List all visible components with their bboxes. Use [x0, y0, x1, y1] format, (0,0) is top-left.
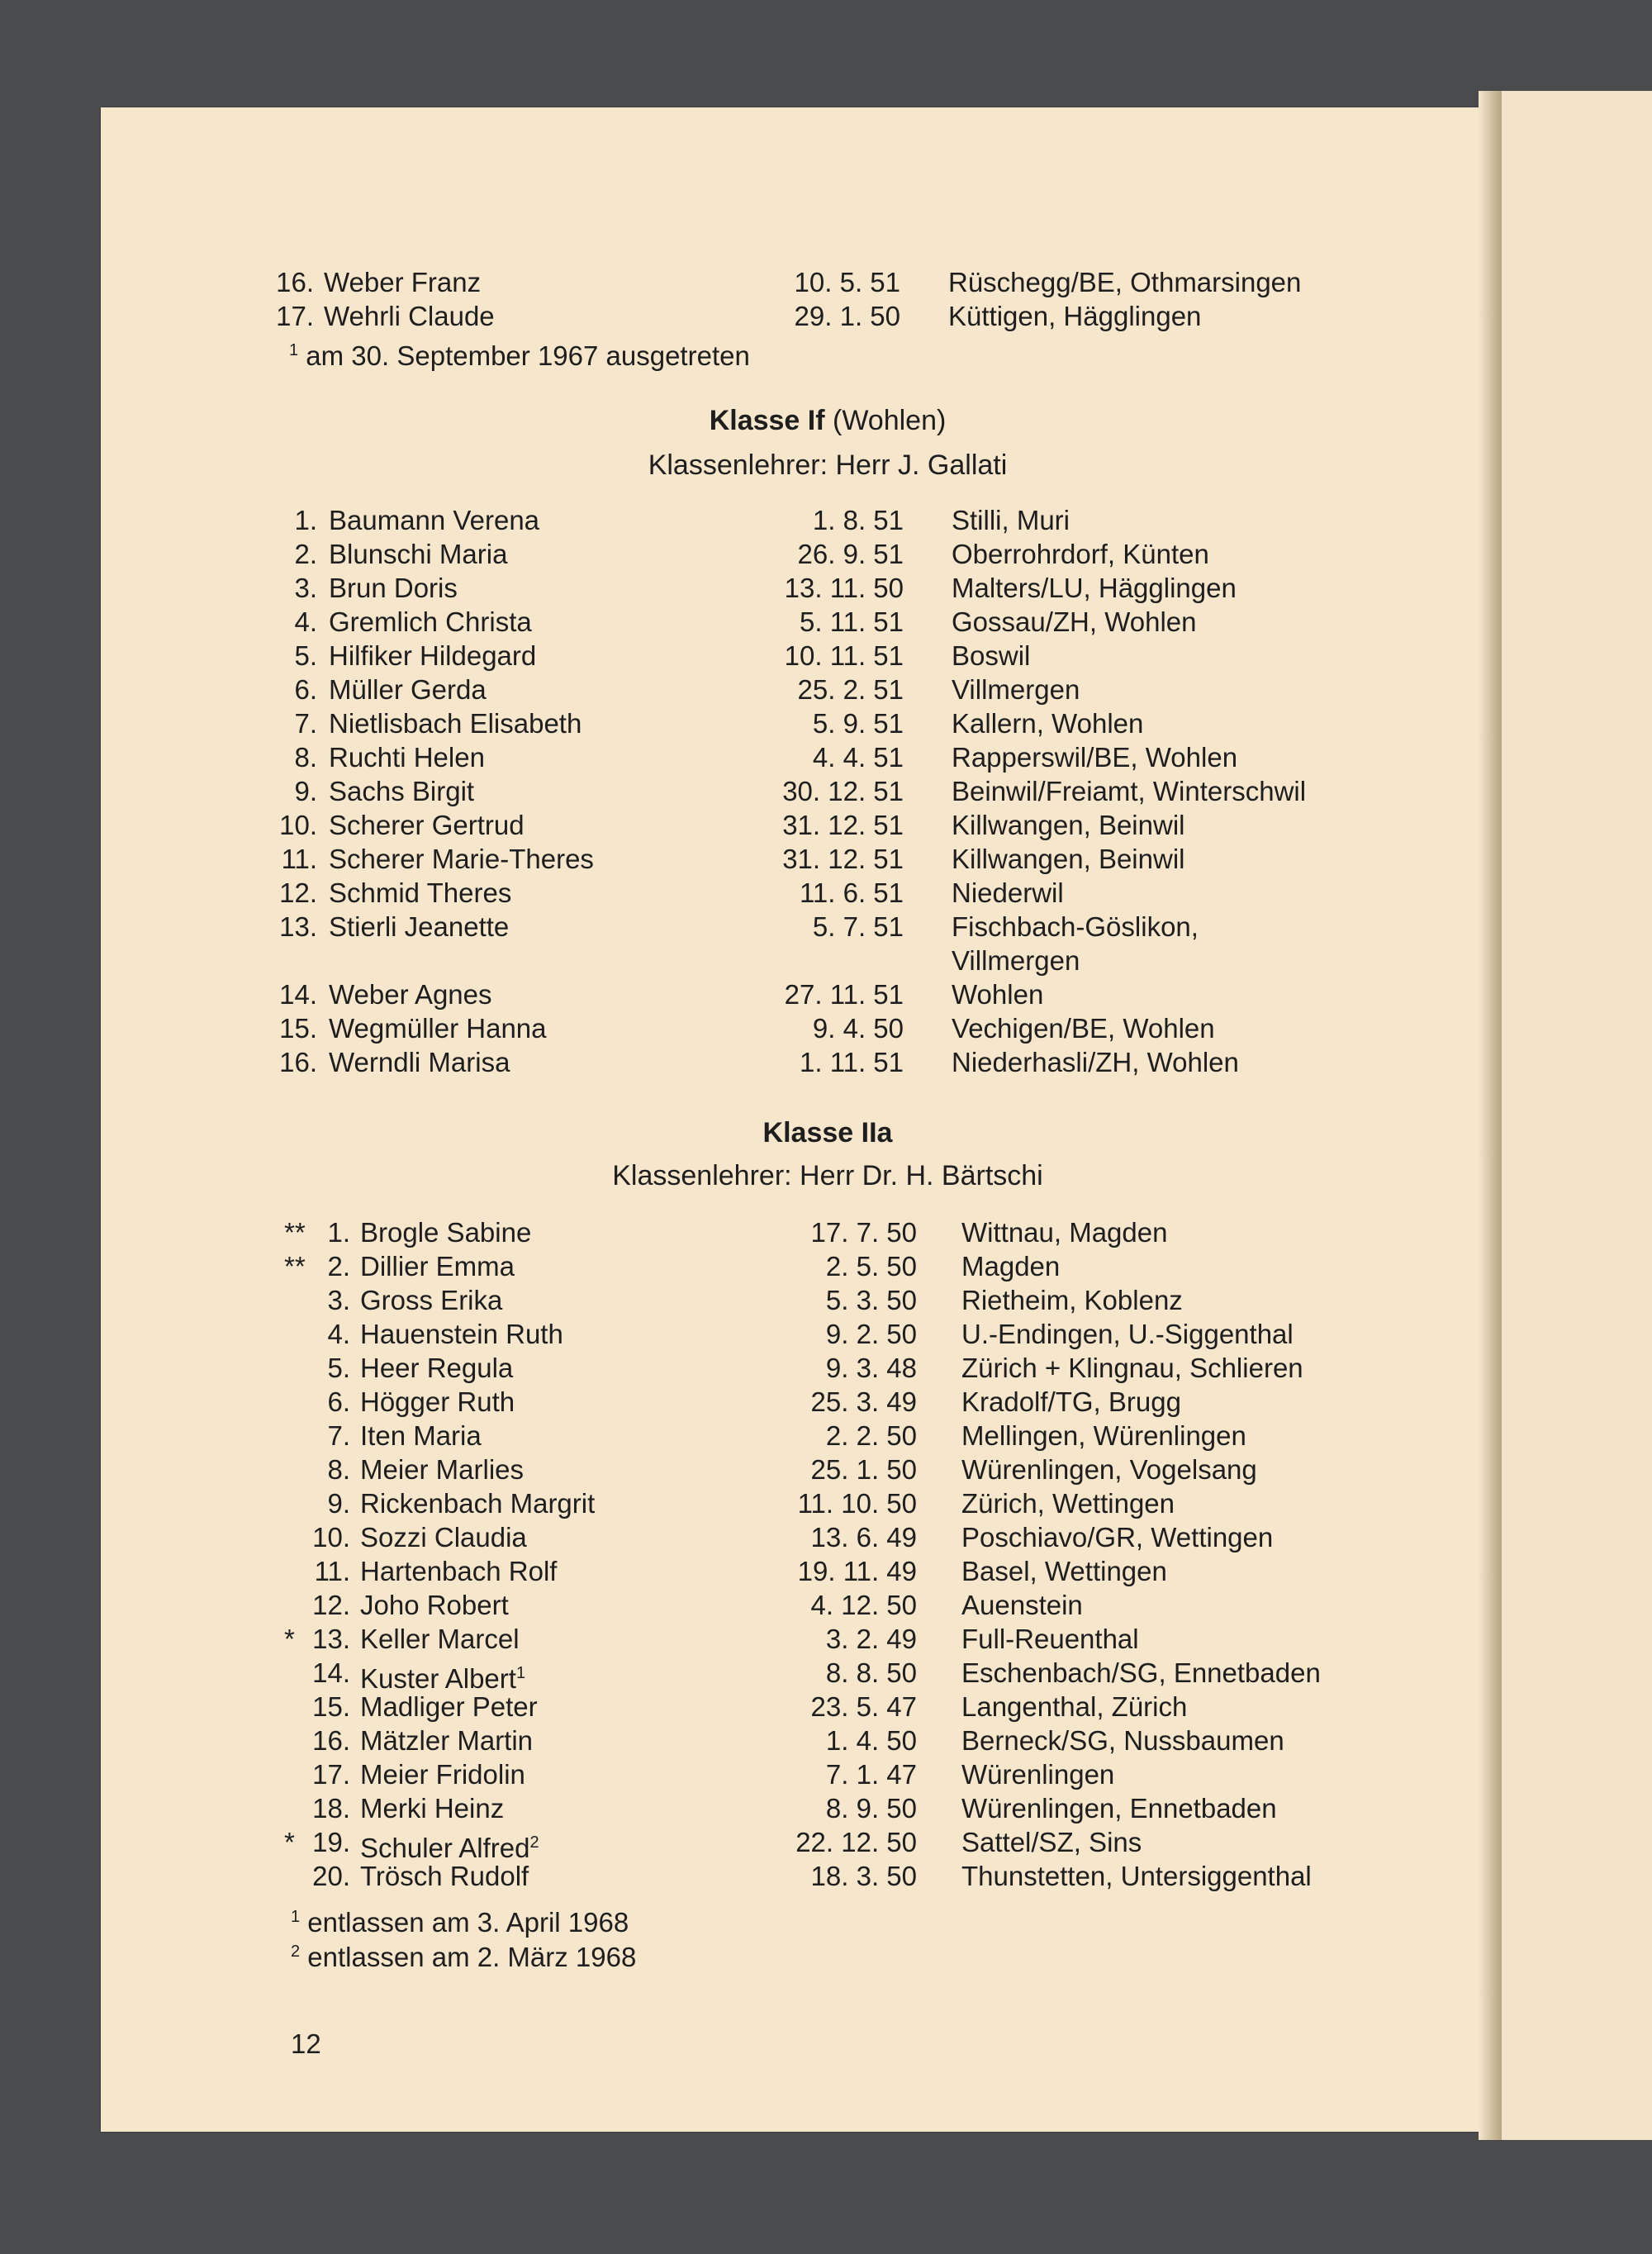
- birth-date: 1. 11. 51: [800, 1047, 904, 1077]
- student-number: 3.: [294, 573, 317, 603]
- student-name: Högger Ruth: [360, 1386, 515, 1417]
- student-mark: *: [284, 1624, 295, 1654]
- student-number: 9.: [294, 776, 317, 806]
- home-places: Wohlen: [952, 979, 1044, 1010]
- student-name: Weber Franz: [324, 267, 482, 297]
- student-number: 8.: [327, 1454, 350, 1485]
- home-places: Berneck/SG, Nussbaumen: [961, 1725, 1284, 1756]
- home-places: Zürich, Wettingen: [961, 1488, 1175, 1519]
- birth-date: 9. 3. 48: [825, 1353, 917, 1383]
- home-places: Malters/LU, Hägglingen: [952, 573, 1237, 603]
- class-iia-row: [0, 1386, 1652, 1419]
- student-name: Hauenstein Ruth: [360, 1319, 563, 1349]
- birth-date: 11. 6. 51: [800, 877, 904, 908]
- birth-date: 5. 9. 51: [812, 708, 904, 739]
- student-mark: *: [284, 1827, 295, 1857]
- student-name: Schmid Theres: [329, 877, 512, 908]
- student-name: Sachs Birgit: [329, 776, 475, 806]
- class-if-row: [0, 538, 1652, 571]
- student-name: Hartenbach Rolf: [360, 1556, 558, 1586]
- home-places: Eschenbach/SG, Ennetbaden: [961, 1657, 1321, 1688]
- student-name: Weber Agnes: [329, 979, 492, 1010]
- student-number: 9.: [327, 1488, 350, 1519]
- class-if-row: [0, 775, 1652, 808]
- student-name: Stierli Jeanette: [329, 911, 510, 942]
- birth-date: 10. 5. 51: [794, 267, 900, 297]
- class-if-row-continued: [0, 944, 1652, 977]
- home-places: Auenstein: [961, 1590, 1083, 1620]
- student-number: 2.: [327, 1251, 350, 1282]
- class-iia-teacher: Klassenlehrer: Herr Dr. H. Bärtschi: [612, 1160, 1043, 1191]
- class-iia-row: [0, 1555, 1652, 1588]
- student-name: Müller Gerda: [329, 674, 487, 705]
- student-name: Kuster Albert$^1$: [360, 1663, 526, 1694]
- birth-date: 5. 3. 50: [825, 1285, 917, 1315]
- student-name: Meier Fridolin: [360, 1759, 525, 1790]
- home-places: Langenthal, Zürich: [961, 1691, 1188, 1722]
- page-number: 12: [291, 2028, 321, 2059]
- student-name: Scherer Gertrud: [329, 810, 525, 840]
- student-number: 6.: [294, 674, 317, 705]
- class-if-teacher: Klassenlehrer: Herr J. Gallati: [648, 449, 1008, 481]
- student-number: 20.: [312, 1861, 350, 1891]
- class-iia-row: [0, 1487, 1652, 1520]
- home-places: Niederhasli/ZH, Wohlen: [952, 1047, 1239, 1077]
- home-places: Stilli, Muri: [952, 505, 1070, 535]
- student-number: 16.: [276, 267, 314, 297]
- student-name: Meier Marlies: [360, 1454, 525, 1485]
- student-number: 2.: [294, 539, 317, 569]
- student-number: 13.: [312, 1624, 350, 1654]
- student-number: 18.: [312, 1793, 350, 1824]
- class-if-row: [0, 1046, 1652, 1079]
- birth-date: 10. 11. 51: [784, 640, 904, 671]
- student-name: Merki Heinz: [360, 1793, 505, 1824]
- class-if-row: [0, 707, 1652, 740]
- home-places: Küttigen, Hägglingen: [948, 301, 1202, 331]
- student-number: 16.: [279, 1047, 317, 1077]
- student-number: 4.: [294, 606, 317, 637]
- birth-date: 25. 1. 50: [810, 1454, 917, 1485]
- home-places: Gossau/ZH, Wohlen: [952, 606, 1197, 637]
- birth-date: 13. 11. 50: [784, 573, 904, 603]
- birth-date: 1. 4. 50: [825, 1725, 917, 1756]
- student-name: Madliger Peter: [360, 1691, 538, 1722]
- student-number: 1.: [327, 1217, 350, 1248]
- home-places: Würenlingen: [961, 1759, 1115, 1790]
- prev-class-row: [0, 300, 1652, 333]
- home-places: Thunstetten, Untersiggenthal: [961, 1861, 1312, 1891]
- home-places: Killwangen, Beinwil: [952, 810, 1185, 840]
- student-name: Mätzler Martin: [360, 1725, 534, 1756]
- home-places: Niederwil: [952, 877, 1064, 908]
- student-number: 3.: [327, 1285, 350, 1315]
- student-name: Joho Robert: [360, 1590, 509, 1620]
- home-places: Boswil: [952, 640, 1031, 671]
- student-name: Wegmüller Hanna: [329, 1013, 547, 1044]
- student-number: 8.: [294, 742, 317, 773]
- class-iia-title: Klasse IIa: [762, 1117, 893, 1148]
- home-places: U.-Endingen, U.-Siggenthal: [961, 1319, 1294, 1349]
- class-if-row: [0, 572, 1652, 605]
- class-iia-row: [0, 1589, 1652, 1622]
- home-places: Würenlingen, Vogelsang: [961, 1454, 1257, 1485]
- student-name: Scherer Marie-Theres: [329, 844, 594, 874]
- student-number: 11.: [314, 1556, 350, 1586]
- student-name: Dillier Emma: [360, 1251, 515, 1282]
- home-places: Villmergen: [952, 674, 1080, 705]
- birth-date: 27. 11. 51: [784, 979, 904, 1010]
- birth-date: 17. 7. 50: [810, 1217, 917, 1248]
- birth-date: 1. 8. 51: [812, 505, 904, 535]
- student-name: Schuler Alfred$^2$: [360, 1833, 539, 1863]
- student-name: Hilfiker Hildegard: [329, 640, 537, 671]
- student-name: Gross Erika: [360, 1285, 503, 1315]
- student-number: 13.: [279, 911, 317, 942]
- class-if-row: [0, 877, 1652, 910]
- student-number: 10.: [312, 1522, 350, 1553]
- birth-date: 2. 2. 50: [825, 1420, 917, 1451]
- student-name: Ruchti Helen: [329, 742, 485, 773]
- student-name: Rickenbach Margrit: [360, 1488, 596, 1519]
- student-number: 19.: [312, 1827, 350, 1857]
- class-iia-row: [0, 1724, 1652, 1757]
- student-number: 6.: [327, 1386, 350, 1417]
- student-number: 4.: [327, 1319, 350, 1349]
- home-places: Beinwil/Freiamt, Winterschwil: [952, 776, 1307, 806]
- student-number: 5.: [327, 1353, 350, 1383]
- class-if-row: [0, 843, 1652, 876]
- birth-date: 4. 12. 50: [810, 1590, 917, 1620]
- student-name: Keller Marcel: [360, 1624, 520, 1654]
- class-iia-row: [0, 1758, 1652, 1791]
- home-places: Würenlingen, Ennetbaden: [961, 1793, 1277, 1824]
- student-number: 14.: [312, 1657, 350, 1688]
- birth-date: 31. 12. 51: [782, 844, 904, 874]
- birth-date: 31. 12. 51: [782, 810, 904, 840]
- home-places: Kradolf/TG, Brugg: [961, 1386, 1181, 1417]
- student-name: Heer Regula: [360, 1353, 514, 1383]
- class-if-row: [0, 1012, 1652, 1045]
- class-if-row: [0, 606, 1652, 639]
- class-iia-row: [0, 1453, 1652, 1486]
- birth-date: 19. 11. 49: [797, 1556, 917, 1586]
- birth-date: 13. 6. 49: [810, 1522, 917, 1553]
- class-iia-row: [0, 1216, 1652, 1249]
- home-places: Zürich + Klingnau, Schlieren: [961, 1353, 1303, 1383]
- student-number: 12.: [279, 877, 317, 908]
- student-name: Gremlich Christa: [329, 606, 532, 637]
- home-places-continued: Villmergen: [952, 945, 1080, 976]
- class-iia-row: [0, 1657, 1652, 1694]
- student-name: Nietlisbach Elisabeth: [329, 708, 582, 739]
- birth-date: 7. 1. 47: [825, 1759, 917, 1790]
- birth-date: 5. 11. 51: [800, 606, 904, 637]
- student-number: 15.: [279, 1013, 317, 1044]
- class-iia-row: [0, 1826, 1652, 1863]
- class-iia-row: [0, 1318, 1652, 1351]
- birth-date: 25. 2. 51: [797, 674, 904, 705]
- birth-date: 5. 7. 51: [812, 911, 904, 942]
- student-name: Werndli Marisa: [329, 1047, 510, 1077]
- birth-date: 8. 8. 50: [825, 1657, 917, 1688]
- home-places: Sattel/SZ, Sins: [961, 1827, 1142, 1857]
- student-name: Blunschi Maria: [329, 539, 508, 569]
- home-places: Mellingen, Würenlingen: [961, 1420, 1246, 1451]
- footnote-2-1: $^1$ entlassen am 3. April 1968: [291, 1907, 629, 1938]
- class-if-row: [0, 809, 1652, 842]
- footnote-ref: 2: [529, 1833, 539, 1852]
- home-places: Magden: [961, 1251, 1061, 1282]
- student-number: 15.: [312, 1691, 350, 1722]
- student-name: Sozzi Claudia: [360, 1522, 527, 1553]
- birth-date: 9. 4. 50: [812, 1013, 904, 1044]
- home-places: Kallern, Wohlen: [952, 708, 1144, 739]
- class-iia-row: [0, 1690, 1652, 1724]
- student-name: Brogle Sabine: [360, 1217, 532, 1248]
- birth-date: 30. 12. 51: [782, 776, 904, 806]
- class-if-row: [0, 504, 1652, 537]
- birth-date: 11. 10. 50: [797, 1488, 917, 1519]
- class-if-row: [0, 640, 1652, 673]
- footnote-2-2: $^2$ entlassen am 2. März 1968: [291, 1942, 637, 1972]
- student-number: 10.: [279, 810, 317, 840]
- home-places: Poschiavo/GR, Wettingen: [961, 1522, 1274, 1553]
- birth-date: 22. 12. 50: [795, 1827, 917, 1857]
- student-number: 11.: [281, 844, 317, 874]
- birth-date: 3. 2. 49: [825, 1624, 917, 1654]
- birth-date: 25. 3. 49: [810, 1386, 917, 1417]
- class-iia-row: [0, 1284, 1652, 1317]
- class-iia-row: [0, 1860, 1652, 1893]
- home-places: Full-Reuenthal: [961, 1624, 1139, 1654]
- birth-date: 9. 2. 50: [825, 1319, 917, 1349]
- class-iia-row: [0, 1521, 1652, 1554]
- student-number: 17.: [276, 301, 314, 331]
- birth-date: 18. 3. 50: [810, 1861, 917, 1891]
- student-name: Trösch Rudolf: [360, 1861, 529, 1891]
- student-name: Iten Maria: [360, 1420, 482, 1451]
- class-if-row: [0, 741, 1652, 774]
- student-name: Baumann Verena: [329, 505, 540, 535]
- footnote-1: $^1$ am 30. September 1967 ausgetreten: [289, 340, 750, 371]
- class-if-row: [0, 911, 1652, 944]
- student-mark: **: [284, 1251, 306, 1282]
- birth-date: 2. 5. 50: [825, 1251, 917, 1282]
- student-number: 7.: [327, 1420, 350, 1451]
- student-mark: **: [284, 1217, 306, 1248]
- student-number: 5.: [294, 640, 317, 671]
- class-if-row: [0, 978, 1652, 1011]
- student-number: 1.: [294, 505, 317, 535]
- class-if-title: Klasse If (Wohlen): [709, 405, 947, 436]
- student-number: 16.: [312, 1725, 350, 1756]
- birth-date: 8. 9. 50: [825, 1793, 917, 1824]
- student-number: 14.: [279, 979, 317, 1010]
- prev-class-row: [0, 266, 1652, 299]
- home-places: Vechigen/BE, Wohlen: [952, 1013, 1215, 1044]
- birth-date: 29. 1. 50: [794, 301, 900, 331]
- student-name: Brun Doris: [329, 573, 458, 603]
- student-number: 17.: [312, 1759, 350, 1790]
- class-iia-row: [0, 1623, 1652, 1656]
- home-places: Rüschegg/BE, Othmarsingen: [948, 267, 1302, 297]
- home-places: Wittnau, Magden: [961, 1217, 1168, 1248]
- class-iia-row: [0, 1352, 1652, 1385]
- class-iia-row: [0, 1419, 1652, 1453]
- birth-date: 26. 9. 51: [797, 539, 904, 569]
- home-places: Oberrohrdorf, Künten: [952, 539, 1209, 569]
- home-places: Killwangen, Beinwil: [952, 844, 1185, 874]
- class-iia-row: [0, 1250, 1652, 1283]
- birth-date: 4. 4. 51: [812, 742, 904, 773]
- birth-date: 23. 5. 47: [810, 1691, 917, 1722]
- home-places: Rietheim, Koblenz: [961, 1285, 1183, 1315]
- home-places: Basel, Wettingen: [961, 1556, 1167, 1586]
- class-iia-row: [0, 1792, 1652, 1825]
- footnote-ref: 1: [515, 1664, 526, 1682]
- class-if-row: [0, 673, 1652, 706]
- student-name: Wehrli Claude: [324, 301, 495, 331]
- home-places: Fischbach-Göslikon,: [952, 911, 1199, 942]
- home-places: Rapperswil/BE, Wohlen: [952, 742, 1238, 773]
- student-number: 7.: [294, 708, 317, 739]
- student-number: 12.: [312, 1590, 350, 1620]
